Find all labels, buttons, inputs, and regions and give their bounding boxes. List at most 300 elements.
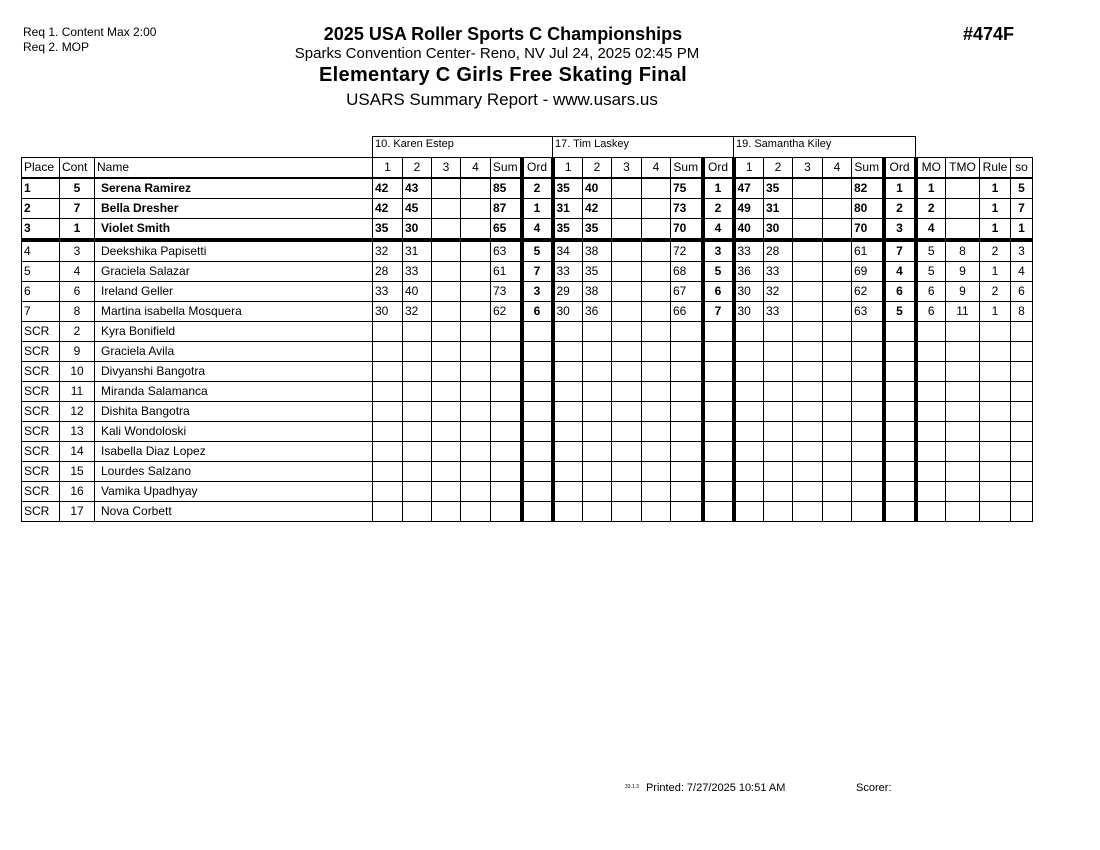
judge2-score-4 xyxy=(642,362,671,382)
judge1-ordinal xyxy=(522,342,553,362)
judge2-score-2 xyxy=(583,362,612,382)
judge3-score-4 xyxy=(823,282,852,302)
cont-cell: 9 xyxy=(60,342,95,362)
judge1-score-1 xyxy=(373,482,403,502)
judge1-score-4 xyxy=(461,302,491,322)
table-row xyxy=(22,302,1033,322)
judge1-score-3 xyxy=(432,199,461,219)
tmo-cell xyxy=(946,342,980,362)
judge3-score-4 xyxy=(823,362,852,382)
judge2-score-4 xyxy=(642,502,671,522)
judge1-score-3 xyxy=(432,219,461,241)
place-cell: SCR xyxy=(22,502,60,522)
judge3-ordinal xyxy=(884,402,916,422)
tmo-cell: 9 xyxy=(946,262,980,282)
judge1-ordinal xyxy=(522,462,553,482)
judge2-score-3 xyxy=(612,322,642,342)
rule-cell xyxy=(980,422,1011,442)
judge2-score-3 xyxy=(612,462,642,482)
place-cell: SCR xyxy=(22,482,60,502)
judge1-sum: 73 xyxy=(491,282,522,302)
judge1-score-4 xyxy=(461,219,491,241)
col-tmo: TMO xyxy=(946,158,980,179)
judge1-score-2 xyxy=(403,462,432,482)
judge3-score-1 xyxy=(734,502,764,522)
judge1-score-1: 42 xyxy=(373,178,403,199)
judge2-score-2: 42 xyxy=(583,199,612,219)
judge2-ordinal xyxy=(703,342,734,362)
judge2-score-3 xyxy=(612,482,642,502)
judge3-score-4 xyxy=(823,240,852,262)
judge1-score-3 xyxy=(432,402,461,422)
judge3-ordinal xyxy=(884,482,916,502)
judge1-ordinal: 2 xyxy=(522,178,553,199)
judge2-score-1 xyxy=(553,422,583,442)
tmo-cell xyxy=(946,462,980,482)
table-row xyxy=(22,402,1033,422)
table-row xyxy=(22,362,1033,382)
judge2-sum xyxy=(671,322,703,342)
printed-info xyxy=(625,782,785,794)
j3-col-sum: Sum xyxy=(852,158,884,179)
judge1-ordinal: 4 xyxy=(522,219,553,241)
judge1-ordinal xyxy=(522,502,553,522)
judge1-ordinal xyxy=(522,322,553,342)
cont-cell: 1 xyxy=(60,219,95,241)
judge3-score-2 xyxy=(764,322,793,342)
judge1-score-2 xyxy=(403,482,432,502)
judge1-sum xyxy=(491,342,522,362)
judge3-score-4 xyxy=(823,382,852,402)
place-cell: 5 xyxy=(22,262,60,282)
judge3-ordinal xyxy=(884,382,916,402)
judge2-score-4 xyxy=(642,322,671,342)
judge3-score-3 xyxy=(793,462,823,482)
judge2-score-1 xyxy=(553,402,583,422)
judge2-score-4 xyxy=(642,342,671,362)
judge2-sum: 68 xyxy=(671,262,703,282)
judge2-sum xyxy=(671,362,703,382)
judge2-score-1 xyxy=(553,342,583,362)
judge3-ordinal: 5 xyxy=(884,302,916,322)
tmo-cell xyxy=(946,362,980,382)
judge2-ordinal: 1 xyxy=(703,178,734,199)
skater-name: Nova Corbett xyxy=(95,502,373,522)
judge3-sum: 82 xyxy=(852,178,884,199)
judge3-score-2 xyxy=(764,462,793,482)
judge3-score-2: 33 xyxy=(764,302,793,322)
judge2-score-2 xyxy=(583,322,612,342)
judge2-ordinal: 5 xyxy=(703,262,734,282)
judge3-score-2 xyxy=(764,442,793,462)
judge3-score-4 xyxy=(823,462,852,482)
judge3-score-4 xyxy=(823,502,852,522)
requirement-2: Req 2. MOP xyxy=(23,40,90,54)
skater-name: Deekshika Papisetti xyxy=(95,240,373,262)
judge1-ordinal xyxy=(522,482,553,502)
judge1-score-3 xyxy=(432,482,461,502)
judge2-score-1: 34 xyxy=(553,240,583,262)
j3-col-2: 2 xyxy=(764,158,793,179)
judge3-score-1 xyxy=(734,482,764,502)
judge3-score-1: 36 xyxy=(734,262,764,282)
table-row xyxy=(22,240,1033,262)
judge1-score-2: 43 xyxy=(403,178,432,199)
col-name: Name xyxy=(95,158,373,179)
judge3-score-4 xyxy=(823,402,852,422)
judge3-score-1 xyxy=(734,442,764,462)
judge1-score-3 xyxy=(432,322,461,342)
judge3-score-2 xyxy=(764,382,793,402)
mo-cell xyxy=(916,422,946,442)
judge3-sum xyxy=(852,462,884,482)
judge2-score-3 xyxy=(612,282,642,302)
cont-cell: 16 xyxy=(60,482,95,502)
place-cell: SCR xyxy=(22,402,60,422)
judge2-score-2: 38 xyxy=(583,282,612,302)
judge1-sum: 62 xyxy=(491,302,522,322)
judge1-sum: 61 xyxy=(491,262,522,282)
judge2-score-2 xyxy=(583,462,612,482)
judge1-score-2 xyxy=(403,382,432,402)
rule-cell xyxy=(980,362,1011,382)
judge2-score-4 xyxy=(642,302,671,322)
col-cont: Cont xyxy=(60,158,95,179)
judge2-score-4 xyxy=(642,219,671,241)
judge3-score-1: 30 xyxy=(734,302,764,322)
judge3-sum: 80 xyxy=(852,199,884,219)
judge1-ordinal xyxy=(522,402,553,422)
judge1-score-3 xyxy=(432,282,461,302)
col-mo: MO xyxy=(916,158,946,179)
judge2-score-4 xyxy=(642,199,671,219)
judge1-score-2: 31 xyxy=(403,240,432,262)
judge2-sum: 72 xyxy=(671,240,703,262)
judge1-score-2: 40 xyxy=(403,282,432,302)
judge2-sum xyxy=(671,482,703,502)
so-cell: 5 xyxy=(1011,178,1033,199)
cont-cell: 12 xyxy=(60,402,95,422)
judge3-sum xyxy=(852,502,884,522)
cont-cell: 14 xyxy=(60,442,95,462)
so-cell xyxy=(1011,422,1033,442)
judge2-ordinal xyxy=(703,442,734,462)
judge3-score-1 xyxy=(734,322,764,342)
judge2-score-2: 40 xyxy=(583,178,612,199)
judge2-sum xyxy=(671,442,703,462)
judge1-score-1 xyxy=(373,382,403,402)
judge2-score-3 xyxy=(612,382,642,402)
judge2-score-2 xyxy=(583,442,612,462)
j1-col-sum: Sum xyxy=(491,158,522,179)
place-cell: SCR xyxy=(22,322,60,342)
judge3-score-2 xyxy=(764,402,793,422)
judge3-score-2: 32 xyxy=(764,282,793,302)
judge3-score-2 xyxy=(764,422,793,442)
judge2-score-1: 35 xyxy=(553,178,583,199)
judge3-score-3 xyxy=(793,282,823,302)
judge3-ordinal: 3 xyxy=(884,219,916,241)
judge2-ordinal: 3 xyxy=(703,240,734,262)
judge1-sum xyxy=(491,442,522,462)
j2-col-ord: Ord xyxy=(703,158,734,179)
judge3-score-3 xyxy=(793,199,823,219)
rule-cell xyxy=(980,322,1011,342)
judge2-score-1: 30 xyxy=(553,302,583,322)
judge3-ordinal: 1 xyxy=(884,178,916,199)
so-cell: 3 xyxy=(1011,240,1033,262)
judge2-score-1 xyxy=(553,362,583,382)
judge3-score-3 xyxy=(793,422,823,442)
cont-cell: 10 xyxy=(60,362,95,382)
so-cell xyxy=(1011,382,1033,402)
j1-col-1: 1 xyxy=(373,158,403,179)
judge3-score-2 xyxy=(764,482,793,502)
judge2-sum xyxy=(671,502,703,522)
judge3-score-4 xyxy=(823,262,852,282)
rule-cell: 1 xyxy=(980,302,1011,322)
mo-cell: 5 xyxy=(916,240,946,262)
table-row xyxy=(22,342,1033,362)
skater-name: Martina isabella Mosquera xyxy=(95,302,373,322)
judge1-score-4 xyxy=(461,462,491,482)
judge1-ordinal: 5 xyxy=(522,240,553,262)
judge3-score-3 xyxy=(793,219,823,241)
tmo-cell xyxy=(946,219,980,241)
judge2-ordinal: 2 xyxy=(703,199,734,219)
judge1-score-3 xyxy=(432,502,461,522)
judge2-score-2 xyxy=(583,402,612,422)
j1-col-4: 4 xyxy=(461,158,491,179)
judge3-score-4 xyxy=(823,219,852,241)
cont-cell: 11 xyxy=(60,382,95,402)
judge1-score-1: 33 xyxy=(373,282,403,302)
judge3-ordinal xyxy=(884,362,916,382)
judge3-score-2: 30 xyxy=(764,219,793,241)
skater-name: Violet Smith xyxy=(95,219,373,241)
judge1-score-4 xyxy=(461,502,491,522)
judge2-score-3 xyxy=(612,342,642,362)
judge3-ordinal xyxy=(884,502,916,522)
judge2-score-2 xyxy=(583,382,612,402)
j1-col-3: 3 xyxy=(432,158,461,179)
tmo-cell xyxy=(946,442,980,462)
judge3-score-4 xyxy=(823,342,852,362)
judge2-ordinal: 7 xyxy=(703,302,734,322)
judge3-score-2: 35 xyxy=(764,178,793,199)
judge2-score-1 xyxy=(553,322,583,342)
event-title: Elementary C Girls Free Skating Final xyxy=(319,64,687,86)
results-table xyxy=(21,136,1033,522)
judge1-score-4 xyxy=(461,282,491,302)
so-cell xyxy=(1011,482,1033,502)
judge3-score-3 xyxy=(793,362,823,382)
skater-name: Serena Ramirez xyxy=(95,178,373,199)
so-cell xyxy=(1011,342,1033,362)
cont-cell: 13 xyxy=(60,422,95,442)
skater-name: Kyra Bonifield xyxy=(95,322,373,342)
mo-cell: 5 xyxy=(916,262,946,282)
judge3-score-3 xyxy=(793,402,823,422)
judge1-score-3 xyxy=(432,422,461,442)
judge3-ordinal xyxy=(884,462,916,482)
skater-name: Divyanshi Bangotra xyxy=(95,362,373,382)
skater-name: Vamika Upadhyay xyxy=(95,482,373,502)
so-cell xyxy=(1011,362,1033,382)
judge3-score-4 xyxy=(823,482,852,502)
judge3-ordinal: 6 xyxy=(884,282,916,302)
j3-col-3: 3 xyxy=(793,158,823,179)
judge1-score-1 xyxy=(373,362,403,382)
judge2-score-2 xyxy=(583,482,612,502)
judge1-score-2: 33 xyxy=(403,262,432,282)
judge3-sum xyxy=(852,362,884,382)
judge1-sum xyxy=(491,502,522,522)
table-row xyxy=(22,219,1033,241)
place-cell: SCR xyxy=(22,382,60,402)
judge3-score-3 xyxy=(793,342,823,362)
judge1-sum xyxy=(491,422,522,442)
judge2-score-2 xyxy=(583,502,612,522)
judge3-sum: 61 xyxy=(852,240,884,262)
judge2-score-3 xyxy=(612,302,642,322)
tmo-cell xyxy=(946,199,980,219)
cont-cell: 7 xyxy=(60,199,95,219)
rule-cell: 1 xyxy=(980,262,1011,282)
skater-name: Kali Wondoloski xyxy=(95,422,373,442)
judge1-score-4 xyxy=(461,422,491,442)
place-cell: SCR xyxy=(22,362,60,382)
judge2-score-4 xyxy=(642,422,671,442)
judge2-score-3 xyxy=(612,199,642,219)
table-row xyxy=(22,482,1033,502)
venue-line: Sparks Convention Center- Reno, NV Jul 24, 2025 02:45 PM xyxy=(294,45,700,62)
judge2-sum xyxy=(671,462,703,482)
j2-col-1: 1 xyxy=(553,158,583,179)
judge1-score-1 xyxy=(373,402,403,422)
place-cell: 2 xyxy=(22,199,60,219)
cont-cell: 6 xyxy=(60,282,95,302)
judge1-ordinal: 6 xyxy=(522,302,553,322)
judge1-sum: 63 xyxy=(491,240,522,262)
table-row xyxy=(22,178,1033,199)
cont-cell: 4 xyxy=(60,262,95,282)
judge1-score-4 xyxy=(461,402,491,422)
table-row xyxy=(22,382,1033,402)
j2-col-2: 2 xyxy=(583,158,612,179)
table-row xyxy=(22,502,1033,522)
judge3-score-3 xyxy=(793,482,823,502)
tmo-cell xyxy=(946,382,980,402)
judge2-score-1: 31 xyxy=(553,199,583,219)
judge2-score-4 xyxy=(642,382,671,402)
judge1-sum: 65 xyxy=(491,219,522,241)
judge1-score-3 xyxy=(432,262,461,282)
judge3-score-4 xyxy=(823,178,852,199)
judge3-score-2: 28 xyxy=(764,240,793,262)
judge2-ordinal xyxy=(703,362,734,382)
judge2-ordinal xyxy=(703,462,734,482)
judge1-score-4 xyxy=(461,240,491,262)
judge2-sum xyxy=(671,342,703,362)
mo-cell xyxy=(916,382,946,402)
judge1-score-4 xyxy=(461,342,491,362)
rule-cell xyxy=(980,482,1011,502)
judge2-sum: 70 xyxy=(671,219,703,241)
scorer-label: Scorer: xyxy=(856,782,892,794)
table-row xyxy=(22,462,1033,482)
cont-cell: 8 xyxy=(60,302,95,322)
so-cell: 6 xyxy=(1011,282,1033,302)
judge2-score-1 xyxy=(553,502,583,522)
judge2-score-4 xyxy=(642,262,671,282)
judge2-score-3 xyxy=(612,262,642,282)
judge3-score-1 xyxy=(734,362,764,382)
judge3-ordinal xyxy=(884,322,916,342)
judge3-score-3 xyxy=(793,442,823,462)
judge2-score-3 xyxy=(612,422,642,442)
j2-col-4: 4 xyxy=(642,158,671,179)
judge3-score-2 xyxy=(764,342,793,362)
judge1-score-4 xyxy=(461,199,491,219)
judge2-score-3 xyxy=(612,442,642,462)
judge1-score-1 xyxy=(373,422,403,442)
mo-cell xyxy=(916,502,946,522)
judge2-ordinal xyxy=(703,382,734,402)
judge1-ordinal: 7 xyxy=(522,262,553,282)
judge1-score-1 xyxy=(373,502,403,522)
judge3-score-3 xyxy=(793,302,823,322)
judge3-score-3 xyxy=(793,502,823,522)
judge2-score-1: 33 xyxy=(553,262,583,282)
judge1-score-1 xyxy=(373,442,403,462)
judge2-sum: 75 xyxy=(671,178,703,199)
judge2-score-4 xyxy=(642,178,671,199)
judge2-score-3 xyxy=(612,178,642,199)
judge1-score-2 xyxy=(403,362,432,382)
table-row xyxy=(22,322,1033,342)
judge1-score-3 xyxy=(432,462,461,482)
cont-cell: 5 xyxy=(60,178,95,199)
judge2-score-3 xyxy=(612,362,642,382)
skater-name: Graciela Avila xyxy=(95,342,373,362)
place-cell: 1 xyxy=(22,178,60,199)
judge2-score-1 xyxy=(553,442,583,462)
printed-timestamp: Printed: 7/27/2025 10:51 AM xyxy=(645,782,786,794)
judge1-score-2 xyxy=(403,342,432,362)
judge1-score-2 xyxy=(403,422,432,442)
rule-cell: 2 xyxy=(980,282,1011,302)
mo-cell: 1 xyxy=(916,178,946,199)
judge1-sum: 85 xyxy=(491,178,522,199)
judge1-score-3 xyxy=(432,362,461,382)
judge3-score-1 xyxy=(734,402,764,422)
tmo-cell xyxy=(946,322,980,342)
tmo-cell xyxy=(946,482,980,502)
judge1-sum: 87 xyxy=(491,199,522,219)
judge2-ordinal: 4 xyxy=(703,219,734,241)
so-cell: 7 xyxy=(1011,199,1033,219)
judge2-score-2: 38 xyxy=(583,240,612,262)
judge1-score-1: 32 xyxy=(373,240,403,262)
judge3-score-3 xyxy=(793,382,823,402)
judge1-score-2 xyxy=(403,322,432,342)
judge2-ordinal xyxy=(703,422,734,442)
judge3-score-2: 33 xyxy=(764,262,793,282)
judge3-sum: 63 xyxy=(852,302,884,322)
judge3-ordinal xyxy=(884,422,916,442)
judge2-ordinal: 6 xyxy=(703,282,734,302)
